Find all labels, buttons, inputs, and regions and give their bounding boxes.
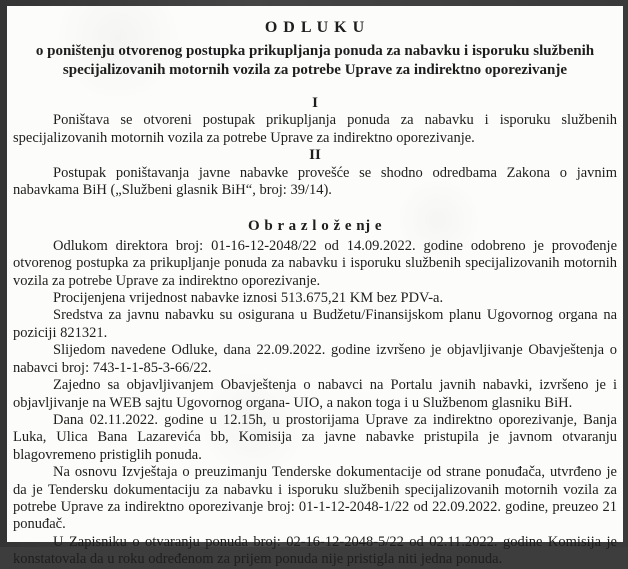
rationale-heading: O b r a z l o ž e nj e xyxy=(247,218,383,235)
document-page xyxy=(7,6,623,568)
rationale-paragraph-5: Zajedno sa objavljivanjem Obavještenja o nabavci na Portalu javnih nabavki, izvršeno je i objavljivanje na WEB sajtu Ugovornog organa- UIO, a nakon toga i u Službenom glasniku BiH. xyxy=(13,377,617,411)
document-subtitle xyxy=(23,42,607,80)
rationale-paragraph-4: Slijedom navedene Odluke, dana 22.09.2022. godine izvršeno je objavljivanje Obavještenja o nabavci broj: 743-1-1-85-3-66/22. xyxy=(13,342,617,376)
rationale-paragraph-7: Na osnovu Izvještaja o preuzimanju Tenderske dokumentacije od strane ponuđača, utvrđeno je da je Tendersku dokumentaciju za nabavku i isporuku službenih specijalizovanih motornih vozila za potrebe Uprave za indirektno oporezivanje broj: 01-1-12-2048-1/22 od 22.09.2022. godine, preuzeo 21 ponuđač. xyxy=(13,464,617,533)
rationale-paragraph-6: Dana 02.11.2022. godine u 12.15h, u prostorijama Uprave za indirektno oporezivanje, Banja Luka, Ulica Bana Lazarevića bb, Komisija za javne nabavke pristupila je javnom otvaranju blagovremeno pristiglih ponuda. xyxy=(13,411,617,463)
rationale-paragraph-3: Sredstva za javnu nabavku su osigurana u Budžetu/Finansijskom planu Ugovornog organa na poziciji 821321. xyxy=(13,307,617,341)
section-1-heading: I xyxy=(312,95,318,111)
section-1-body: Poništava se otvoreni postupak prikupljanja ponuda za nabavku i isporuku službenih specijalizovanih motornih vozila za potrebe Uprave za indirektno oporezivanje. xyxy=(13,112,617,146)
section-2-body: Postupak poništavanja javne nabavke provešće se shodno odredbama Zakona o javnim nabavkama BiH („Službeni glasnik BiH“, broj: 39/14). xyxy=(13,164,617,199)
document-title: O D L U K U xyxy=(264,19,366,36)
section-2-heading: II xyxy=(309,147,321,164)
rationale-paragraph-1: Odlukom direktora broj: 01-16-12-2048/22 od 14.09.2022. godine odobreno je provođenje otvorenog postupka za prikupljanje ponuda za nabavku i isporuku službenih specijalizovanih motornih vozila za potrebe Uprave za indirektno oporezivanje. xyxy=(13,237,617,289)
document-subtitle-line-2: specijalizovanih motornih vozila za potrebe Uprave za indirektno oporezivanje xyxy=(62,62,568,78)
document-subtitle-line-1: o poništenju otvorenog postupka prikupljanja ponuda za nabavku i isporuku službenih xyxy=(35,43,595,59)
rationale-paragraph-8: U Zapisniku o otvaranju ponuda broj: 02-16-12-2048-5/22 od 02.11.2022. godine Komisija je konstatovala da u roku određenom za prijem ponuda nije pristigla niti jedna ponuda. xyxy=(13,533,617,568)
rationale-paragraph-2: Procijenjena vrijednost nabavke iznosi 513.675,21 KM bez PDV-a. xyxy=(53,290,444,307)
